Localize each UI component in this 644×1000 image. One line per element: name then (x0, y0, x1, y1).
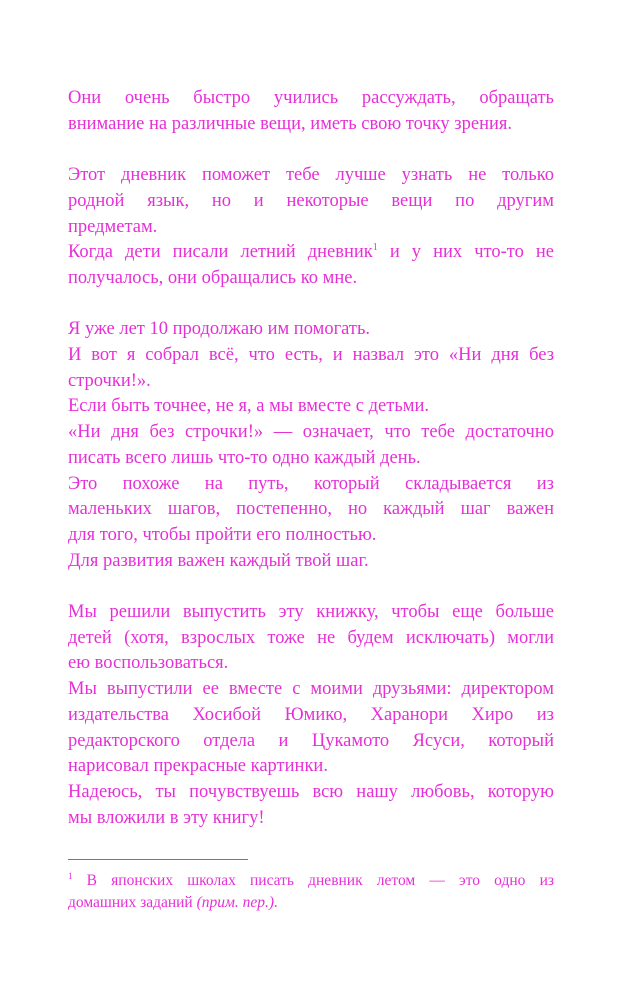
text-line: маленьких шагов, постепенно, но каждый шаг важен (68, 499, 554, 520)
footnote-number: 1 (68, 870, 73, 881)
text-line: Это похоже на путь, который складывается из (68, 473, 554, 494)
footnote (68, 870, 554, 914)
footnote-reference: 1 (372, 242, 378, 254)
text-fragment: и у них что-то не (377, 242, 554, 263)
paragraph-3 (68, 240, 554, 291)
footnote-text: домашних заданий (68, 894, 197, 911)
text-line: получалось, они обращались ко мне. (68, 267, 358, 288)
paragraph-4 (68, 317, 554, 574)
text-line: нарисовал прекрасные картинки. (68, 756, 328, 777)
text-line: Если быть точнее, не я, а мы вместе с детьми. (68, 396, 429, 417)
text-line: «Ни дня без строчки!» — означает, что тебе достаточно (68, 422, 554, 443)
text-line (68, 240, 554, 266)
text-line: ею воспользоваться. (68, 653, 229, 674)
footnote-line (68, 870, 554, 892)
text-line: строчки!». (68, 370, 151, 391)
text-line: Мы выпустили ее вместе с моими друзьями: директором (68, 679, 554, 700)
text-line: Они очень быстро учились рассуждать, обращать (68, 88, 554, 108)
footnote-line (68, 892, 554, 914)
text-line: внимание на различные вещи, иметь свою точку зрения. (68, 113, 513, 134)
main-text (68, 86, 554, 831)
text-line: издательства Хосибой Юмико, Харанори Хиро из (68, 704, 554, 725)
text-line: Мы решили выпустить эту книжку, чтобы еще больше (68, 602, 554, 623)
text-line: Надеюсь, ты почувствуешь всю нашу любовь, которую (68, 781, 554, 802)
text-line: Этот дневник поможет тебе лучше узнать не только (68, 165, 554, 186)
paragraph-5 (68, 600, 554, 831)
footnote-translator-note: (прим. пер.). (196, 894, 278, 911)
paragraph-2 (68, 163, 554, 240)
footnote-text: В японских школах писать дневник летом — это одно из (72, 872, 554, 889)
text-fragment: Когда дети писали летний дневник (68, 242, 373, 263)
text-line: писать всего лишь что-то одно каждый день. (68, 447, 421, 468)
text-line: мы вложили в эту книгу! (68, 807, 265, 828)
text-line: Для развития важен каждый твой шаг. (68, 550, 369, 571)
text-line: родной язык, но и некоторые вещи по другим (68, 190, 554, 211)
text-line: И вот я собрал всё, что есть, и назвал это «Ни дня без (68, 345, 554, 365)
text-line: редакторского отдела и Цукамото Ясуси, который (68, 730, 554, 751)
text-line: предметам. (68, 216, 158, 237)
paragraph-1 (68, 86, 554, 137)
footnote-divider (68, 859, 248, 860)
text-line: Я уже лет 10 продолжаю им помогать. (68, 319, 371, 340)
text-line: детей (хотя, взрослых тоже не будем исключать) могли (68, 627, 554, 648)
text-line: для того, чтобы пройти его полностью. (68, 524, 377, 545)
